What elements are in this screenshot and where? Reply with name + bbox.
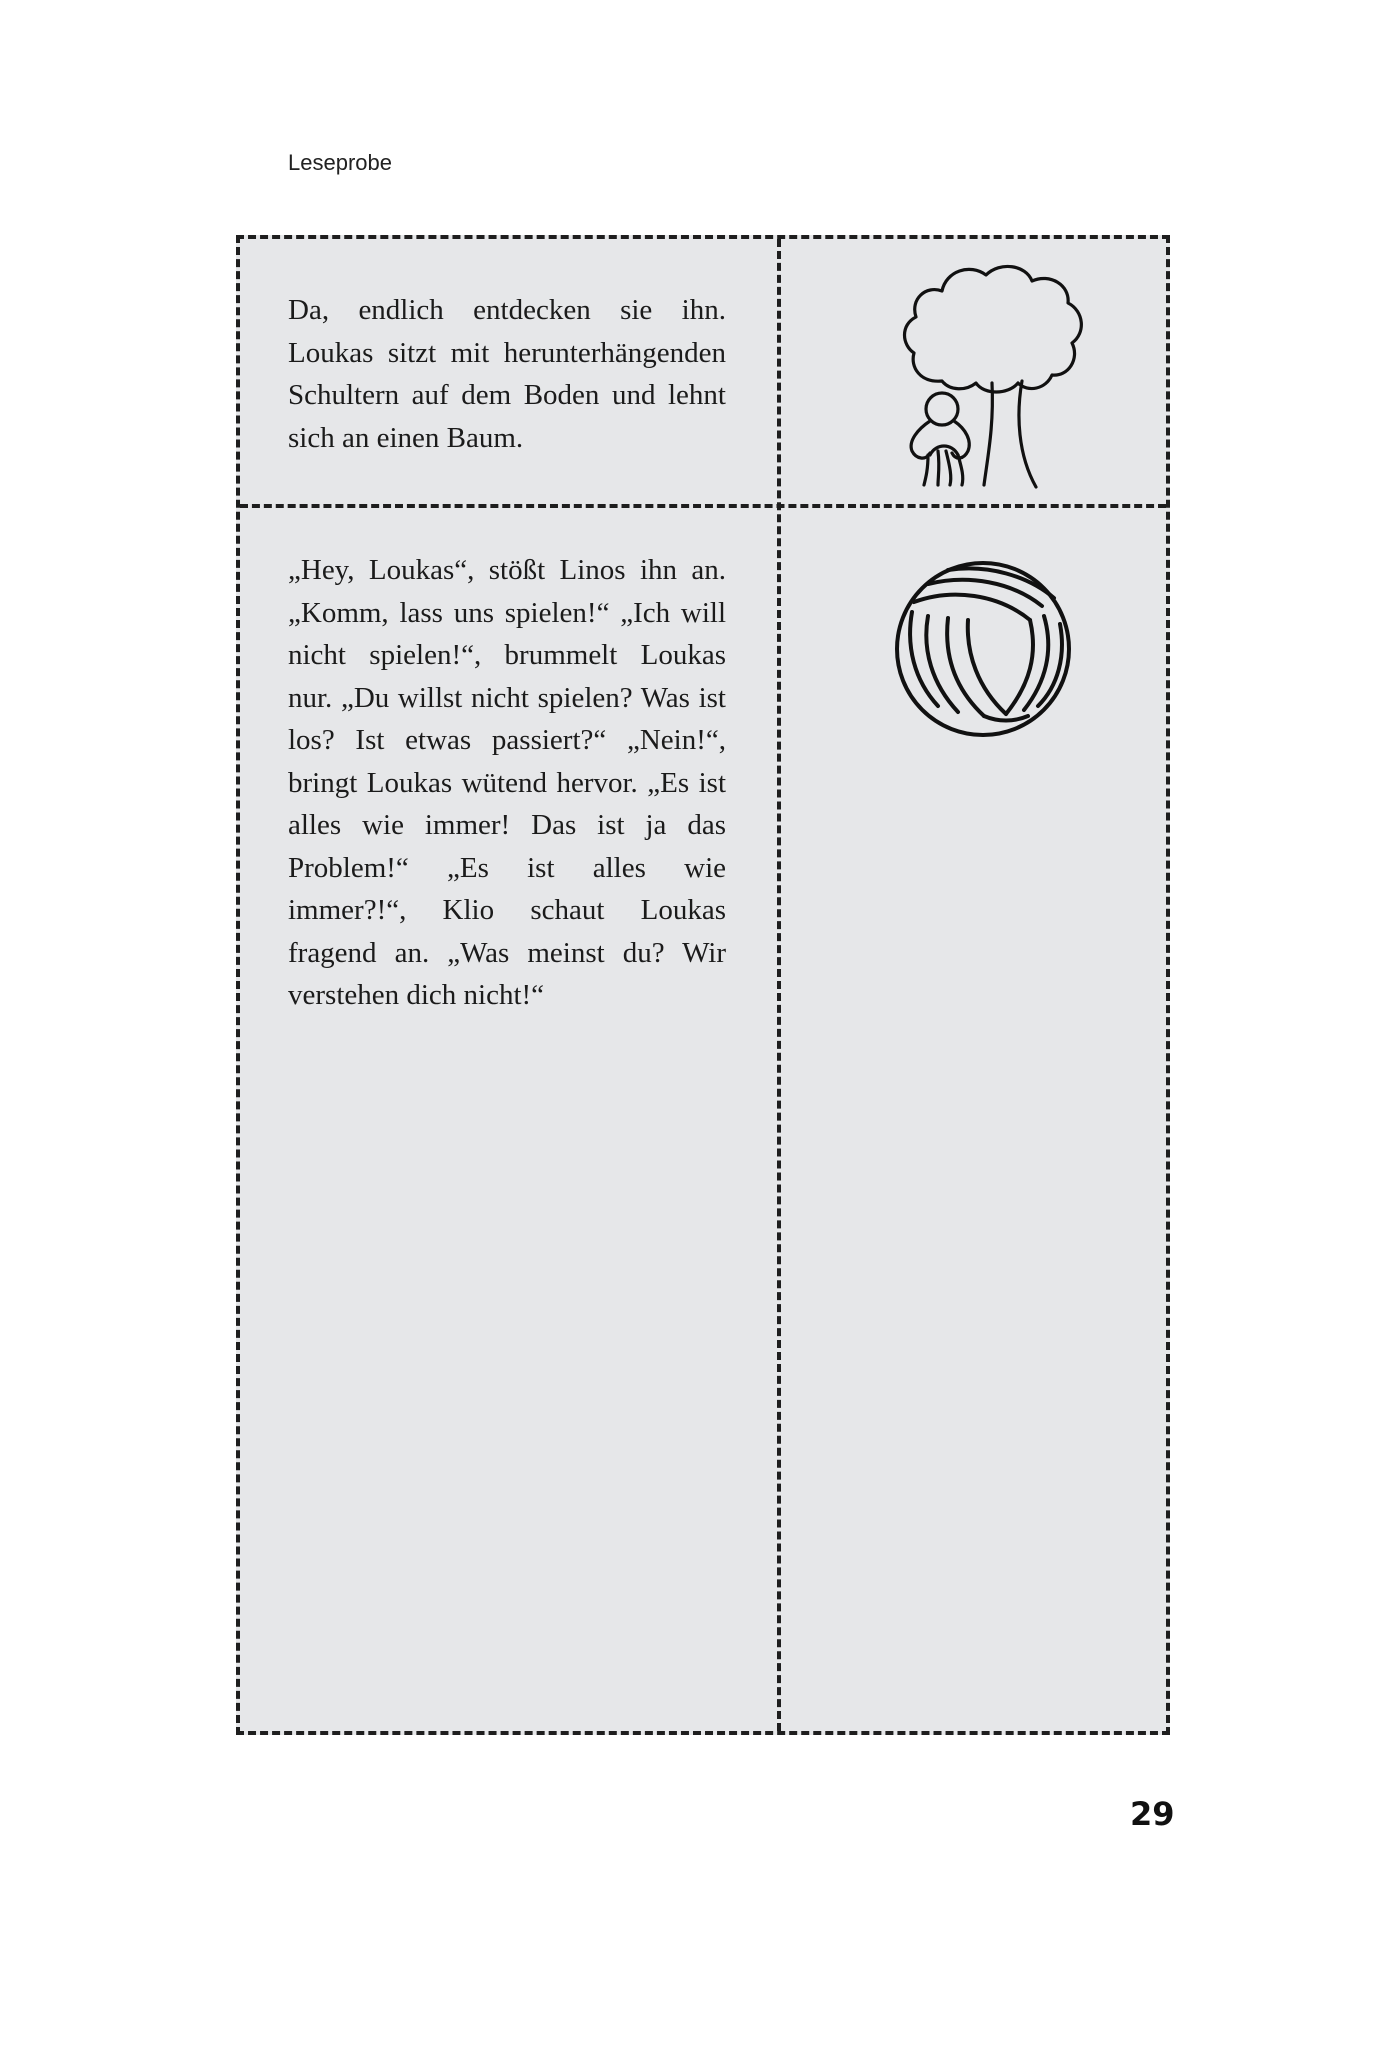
tree-with-sitting-child-icon (880, 255, 1108, 491)
story-text-1: Da, endlich entdecken sie ihn. Loukas sitzt mit herunterhängenden Schultern auf dem Boden und lehnt sich an einen Baum. (288, 294, 726, 454)
page-number: 29 (1130, 1795, 1175, 1833)
story-card-table (236, 235, 1170, 1735)
story-text-2: „Hey, Loukas“, stößt Linos ihn an. „Komm, lass uns spielen!“ „Ich will nicht spielen!“, brummelt Loukas nur. „Du willst nicht spielen? Was ist los? Ist etwas passiert?“ „Nein!“, bringt Loukas wütend hervor. „Es ist alles wie immer! Das ist ja das Problem!“ „Es ist alles wie immer?!“, Klio schaut Loukas fragend an. „Was meinst du? Wir verstehen dich nicht!“ (288, 554, 726, 1011)
ball-icon (888, 554, 1078, 744)
vertical-dashed-divider (777, 239, 781, 1731)
page-header-label: Leseprobe (288, 150, 392, 175)
horizontal-dashed-divider (240, 504, 1166, 508)
